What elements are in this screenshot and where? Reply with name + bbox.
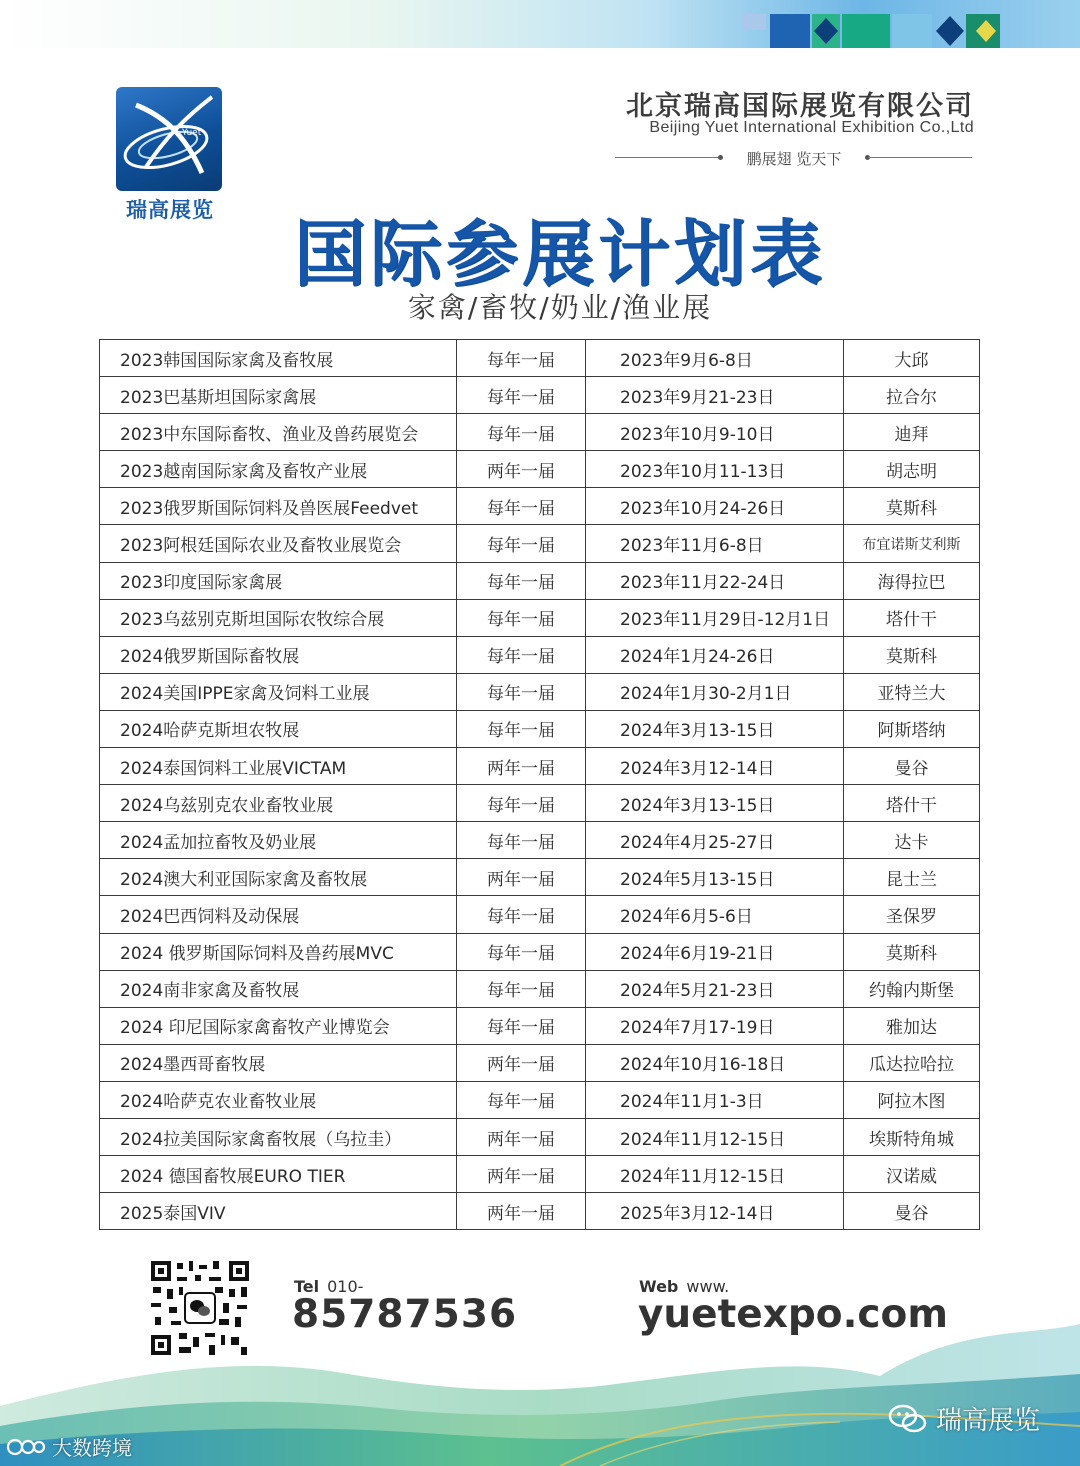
exhibition-name-cell: 2024 印尼国际家禽畜牧产业博览会 — [100, 1007, 457, 1044]
date-cell: 2024年6月19-21日 — [586, 933, 844, 970]
city-cell: 约翰内斯堡 — [844, 970, 980, 1007]
table-row — [100, 748, 980, 785]
table-row — [100, 673, 980, 710]
city-cell: 海得拉巴 — [844, 562, 980, 599]
table-row — [100, 414, 980, 451]
table-row — [100, 1193, 980, 1230]
city-cell: 昆士兰 — [844, 859, 980, 896]
city-cell: 圣保罗 — [844, 896, 980, 933]
exhibition-name-cell: 2024泰国饲料工业展VICTAM — [100, 748, 457, 785]
frequency-cell: 每年一届 — [457, 1081, 586, 1118]
city-cell: 阿拉木图 — [844, 1081, 980, 1118]
frequency-cell: 每年一届 — [457, 933, 586, 970]
city-cell: 大邱 — [844, 340, 980, 377]
frequency-cell: 每年一届 — [457, 1007, 586, 1044]
exhibition-name-cell: 2023韩国国际家禽及畜牧展 — [100, 340, 457, 377]
table-row — [100, 525, 980, 562]
exhibition-name-cell: 2023阿根廷国际农业及畜牧业展览会 — [100, 525, 457, 562]
exhibition-name-cell: 2023印度国际家禽展 — [100, 562, 457, 599]
page-subtitle: 家禽/畜牧/奶业/渔业展 — [407, 291, 713, 324]
city-cell: 迪拜 — [844, 414, 980, 451]
frequency-cell: 每年一届 — [457, 377, 586, 414]
frequency-cell: 每年一届 — [457, 599, 586, 636]
table-row — [100, 710, 980, 747]
date-cell: 2024年11月12-15日 — [586, 1118, 844, 1155]
frequency-cell: 两年一届 — [457, 1118, 586, 1155]
city-cell: 塔什干 — [844, 599, 980, 636]
page-title: 国际参展计划表 — [293, 212, 826, 296]
city-cell: 雅加达 — [844, 1007, 980, 1044]
date-cell: 2024年1月30-2月1日 — [586, 673, 844, 710]
exhibition-name-cell: 2023乌兹别克斯坦国际农牧综合展 — [100, 599, 457, 636]
date-cell: 2024年5月21-23日 — [586, 970, 844, 1007]
company-logo — [116, 87, 222, 191]
slogan-divider-right — [868, 157, 972, 158]
exhibition-name-cell: 2024 俄罗斯国际饲料及兽药展MVC — [100, 933, 457, 970]
exhibition-name-cell: 2024乌兹别克农业畜牧业展 — [100, 785, 457, 822]
watermark-right-text: 瑞高展览 — [936, 1406, 1041, 1436]
frequency-cell: 两年一届 — [457, 451, 586, 488]
frequency-cell: 每年一届 — [457, 785, 586, 822]
table-row — [100, 933, 980, 970]
city-cell: 埃斯特角城 — [844, 1118, 980, 1155]
frequency-cell: 两年一届 — [457, 859, 586, 896]
watermark-wechat — [888, 1400, 1040, 1437]
schedule-table-body — [100, 340, 980, 1230]
slogan-dot-left — [718, 155, 723, 160]
frequency-cell: 每年一届 — [457, 562, 586, 599]
watermark-left — [6, 1432, 132, 1461]
exhibition-name-cell: 2024澳大利亚国际家禽及畜牧展 — [100, 859, 457, 896]
date-cell: 2024年4月25-27日 — [586, 822, 844, 859]
exhibition-name-cell: 2024美国IPPE家禽及饲料工业展 — [100, 673, 457, 710]
slogan: 鹏展翅 览天下 — [746, 150, 842, 168]
svg-text:Yuet: Yuet — [182, 128, 202, 138]
table-row — [100, 1044, 980, 1081]
table-row — [100, 1007, 980, 1044]
table-row — [100, 488, 980, 525]
wechat-icon — [888, 1403, 928, 1435]
exhibition-name-cell: 2024 德国畜牧展EURO TIER — [100, 1156, 457, 1193]
exhibition-name-cell: 2023巴基斯坦国际家禽展 — [100, 377, 457, 414]
exhibition-name-cell: 2023俄罗斯国际饲料及兽医展Feedvet — [100, 488, 457, 525]
date-cell: 2024年11月1-3日 — [586, 1081, 844, 1118]
date-cell: 2024年3月12-14日 — [586, 748, 844, 785]
website-url: yuetexpo.com — [638, 1292, 948, 1337]
top-decorative-band — [0, 0, 1080, 48]
frequency-cell: 每年一届 — [457, 822, 586, 859]
web-label: Web www. — [639, 1277, 730, 1296]
frequency-cell: 每年一届 — [457, 414, 586, 451]
exhibition-name-cell: 2024拉美国际家禽畜牧展（乌拉圭） — [100, 1118, 457, 1155]
table-row — [100, 599, 980, 636]
frequency-cell: 两年一届 — [457, 1193, 586, 1230]
city-cell: 汉诺威 — [844, 1156, 980, 1193]
date-cell: 2023年11月29日-12月1日 — [586, 599, 844, 636]
table-row — [100, 562, 980, 599]
frequency-cell: 每年一届 — [457, 525, 586, 562]
city-cell: 拉合尔 — [844, 377, 980, 414]
exhibition-name-cell: 2024孟加拉畜牧及奶业展 — [100, 822, 457, 859]
date-cell: 2024年6月5-6日 — [586, 896, 844, 933]
date-cell: 2024年10月16-18日 — [586, 1044, 844, 1081]
city-cell: 亚特兰大 — [844, 673, 980, 710]
table-row — [100, 1081, 980, 1118]
date-cell: 2023年9月21-23日 — [586, 377, 844, 414]
tel-label: Tel 010- — [294, 1277, 364, 1296]
exhibition-name-cell: 2023越南国际家禽及畜牧产业展 — [100, 451, 457, 488]
city-cell: 莫斯科 — [844, 933, 980, 970]
frequency-cell: 每年一届 — [457, 488, 586, 525]
city-cell: 阿斯塔纳 — [844, 710, 980, 747]
exhibition-name-cell: 2024俄罗斯国际畜牧展 — [100, 636, 457, 673]
exhibition-name-cell: 2024南非家禽及畜牧展 — [100, 970, 457, 1007]
table-row — [100, 896, 980, 933]
exhibition-name-cell: 2024巴西饲料及动保展 — [100, 896, 457, 933]
exhibition-name-cell: 2025泰国VIV — [100, 1193, 457, 1230]
city-cell: 曼谷 — [844, 1193, 980, 1230]
date-cell: 2024年3月13-15日 — [586, 785, 844, 822]
landscape-decoration — [0, 1316, 1080, 1466]
exhibition-schedule-table — [99, 339, 980, 1230]
slogan-divider-left — [615, 157, 720, 158]
tel-number: 85787536 — [292, 1292, 518, 1337]
city-cell: 曼谷 — [844, 748, 980, 785]
date-cell: 2023年10月11-13日 — [586, 451, 844, 488]
city-cell: 瓜达拉哈拉 — [844, 1044, 980, 1081]
date-cell: 2023年11月6-8日 — [586, 525, 844, 562]
city-cell: 塔什干 — [844, 785, 980, 822]
city-cell: 达卡 — [844, 822, 980, 859]
company-name-cn: 北京瑞高国际展览有限公司 — [626, 91, 974, 122]
date-cell: 2023年10月9-10日 — [586, 414, 844, 451]
date-cell: 2024年11月12-15日 — [586, 1156, 844, 1193]
table-row — [100, 377, 980, 414]
exhibition-name-cell: 2024哈萨克农业畜牧业展 — [100, 1081, 457, 1118]
table-row — [100, 1118, 980, 1155]
date-cell: 2023年9月6-8日 — [586, 340, 844, 377]
date-cell: 2024年7月17-19日 — [586, 1007, 844, 1044]
date-cell: 2024年1月24-26日 — [586, 636, 844, 673]
watermark-left-text: 大数跨境 — [52, 1436, 132, 1460]
frequency-cell: 每年一届 — [457, 636, 586, 673]
table-row — [100, 451, 980, 488]
table-row — [100, 859, 980, 896]
exhibition-name-cell: 2024哈萨克斯坦农牧展 — [100, 710, 457, 747]
city-cell: 莫斯科 — [844, 488, 980, 525]
frequency-cell: 每年一届 — [457, 340, 586, 377]
table-row — [100, 822, 980, 859]
table-row — [100, 340, 980, 377]
table-row — [100, 636, 980, 673]
frequency-cell: 两年一届 — [457, 748, 586, 785]
exhibition-name-cell: 2023中东国际畜牧、渔业及兽药展览会 — [100, 414, 457, 451]
frequency-cell: 每年一届 — [457, 710, 586, 747]
table-row — [100, 785, 980, 822]
watermark-logo-icon — [6, 1435, 46, 1459]
frequency-cell: 两年一届 — [457, 1044, 586, 1081]
frequency-cell: 两年一届 — [457, 1156, 586, 1193]
city-cell: 莫斯科 — [844, 636, 980, 673]
city-cell: 布宜诺斯艾利斯 — [844, 525, 980, 562]
company-name-en: Beijing Yuet International Exhibition Co.,Ltd — [649, 119, 974, 136]
date-cell: 2024年5月13-15日 — [586, 859, 844, 896]
frequency-cell: 每年一届 — [457, 673, 586, 710]
date-cell: 2023年11月22-24日 — [586, 562, 844, 599]
date-cell: 2024年3月13-15日 — [586, 710, 844, 747]
logo-text: 瑞高展览 — [126, 198, 214, 222]
table-row — [100, 970, 980, 1007]
table-row — [100, 1156, 980, 1193]
date-cell: 2023年10月24-26日 — [586, 488, 844, 525]
exhibition-name-cell: 2024墨西哥畜牧展 — [100, 1044, 457, 1081]
city-cell: 胡志明 — [844, 451, 980, 488]
date-cell: 2025年3月12-14日 — [586, 1193, 844, 1230]
frequency-cell: 每年一届 — [457, 896, 586, 933]
frequency-cell: 每年一届 — [457, 970, 586, 1007]
